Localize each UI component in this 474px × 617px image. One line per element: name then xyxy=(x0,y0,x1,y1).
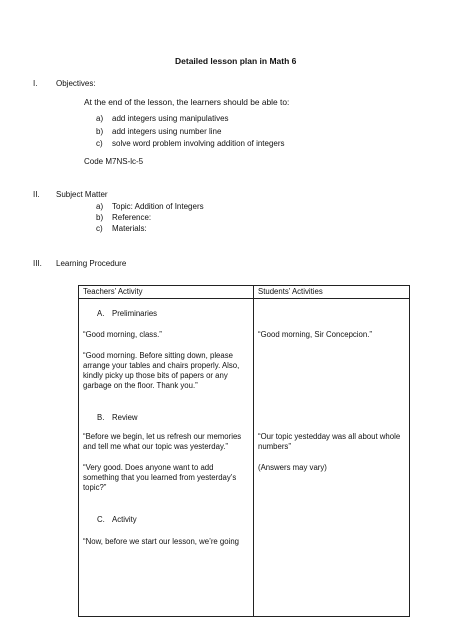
review-label: Review xyxy=(112,413,138,422)
teacher-instructions: “Good morning. Before sitting down, please arrange your tables and chairs properly. Also, kindly picky up those bits of papers or any garbage on the floor. Thank you.” xyxy=(83,351,240,390)
section1-numeral: I. xyxy=(33,79,38,88)
preliminaries-label: Preliminaries xyxy=(112,309,158,318)
student-varied-response: (Answers may vary) xyxy=(258,463,327,472)
student-greeting-response: “Good morning, Sir Concepcion.” xyxy=(258,330,372,339)
subject-marker-b: b) xyxy=(96,213,104,222)
objectives-intro: At the end of the lesson, the learners should be able to: xyxy=(84,97,290,107)
objective-marker-b: b) xyxy=(96,127,104,136)
activity-label: Activity xyxy=(112,515,137,524)
objective-item-b: add integers using number line xyxy=(112,127,222,136)
teacher-greeting: “Good morning, class.” xyxy=(83,330,162,339)
students-activities-cell xyxy=(254,299,410,617)
page-title: Detailed lesson plan in Math 6 xyxy=(175,56,297,66)
competency-code: Code M7NS-lc-5 xyxy=(84,157,144,166)
objective-item-a: add integers using manipulatives xyxy=(112,114,229,123)
review-marker: B. xyxy=(97,413,105,422)
teacher-review-question: “Before we begin, let us refresh our memories and tell me what our topic was yesterday.” xyxy=(83,432,242,451)
subject-materials: Materials: xyxy=(112,224,147,233)
subject-marker-a: a) xyxy=(96,202,104,211)
section3-heading: Learning Procedure xyxy=(56,259,127,268)
section2-heading: Subject Matter xyxy=(56,190,108,199)
teacher-activity-intro: “Now, before we start our lesson, we’re going xyxy=(83,537,240,546)
teachers-activity-cell xyxy=(79,299,254,617)
teacher-followup-question: “Very good. Does anyone want to add something that you learned from yesterday’s topic?” xyxy=(83,463,237,492)
subject-topic: Topic: Addition of Integers xyxy=(112,202,204,211)
subject-reference: Reference: xyxy=(112,213,152,222)
subject-marker-c: c) xyxy=(96,224,103,233)
objective-marker-c: c) xyxy=(96,139,103,148)
objective-item-c: solve word problem involving addition of integers xyxy=(112,139,285,148)
objective-marker-a: a) xyxy=(96,114,104,123)
teachers-activity-header: Teachers’ Activity xyxy=(79,286,254,299)
activity-marker: C. xyxy=(97,515,105,524)
section1-heading: Objectives: xyxy=(56,79,96,88)
section2-numeral: II. xyxy=(33,190,40,199)
table-header-row xyxy=(79,286,410,299)
table-row xyxy=(79,299,410,617)
section3-numeral: III. xyxy=(33,259,42,268)
preliminaries-marker: A. xyxy=(97,309,105,318)
students-activities-header: Students’ Activities xyxy=(254,286,410,299)
student-review-response: “Our topic yestedday was all about whole numbers” xyxy=(258,432,401,451)
learning-procedure-table xyxy=(78,285,410,617)
